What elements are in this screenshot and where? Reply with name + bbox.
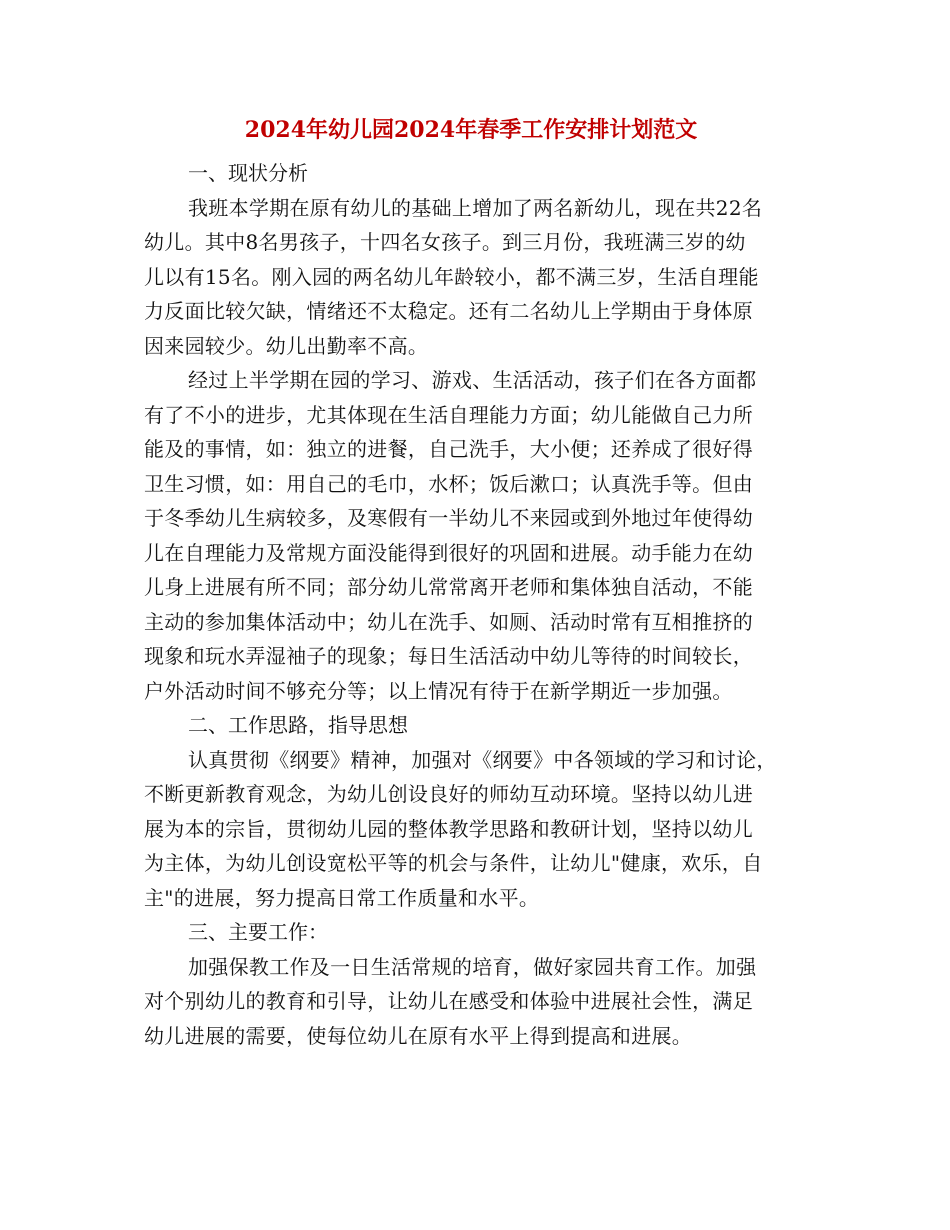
paragraph-1 — [144, 191, 798, 364]
paragraph-line: 儿身上进展有所不同；部分幼儿常常离开老师和集体独自活动，不能 — [144, 575, 753, 599]
paragraph-line: 认真贯彻《纲要》精神，加强对《纲要》中各领域的学习和讨论， — [188, 747, 777, 772]
section-heading-1: 一、现状分析 — [188, 161, 308, 185]
paragraph-line: 对个别幼儿的教育和引导，让幼儿在感受和体验中进展社会性，满足 — [144, 989, 753, 1013]
paragraph-line: 我班本学期在原有幼儿的基础上增加了两名新幼儿，现在共22名 — [188, 195, 763, 220]
paragraph-line: 户外活动时间不够充分等；以上情况有待于在新学期近一步加强。 — [144, 678, 733, 703]
paragraph-line: 能及的事情，如：独立的进餐，自己洗手，大小便；还养成了很好得 — [144, 437, 753, 461]
paragraph-line: 主"的进展，努力提高日常工作质量和水平。 — [144, 885, 540, 910]
paragraph-line: 展为本的宗旨，贯彻幼儿园的整体教学思路和教研计划，坚持以幼儿 — [144, 816, 753, 841]
paragraph-line: 不断更新教育观念，为幼儿创设良好的师幼互动环境。坚持以幼儿进 — [144, 782, 753, 806]
paragraph-line: 因来园较少。幼儿出勤率不高。 — [144, 333, 429, 358]
paragraph-line: 加强保教工作及一日生活常规的培育，做好家园共育工作。加强 — [188, 954, 757, 979]
paragraph-line: 卫生习惯，如：用自己的毛巾，水杯；饭后漱口；认真洗手等。但由 — [144, 471, 753, 496]
paragraph-line: 为主体，为幼儿创设宽松平等的机会与条件，让幼儿"健康，欢乐，自 — [144, 851, 763, 875]
paragraph-line: 幼儿。其中8名男孩子，十四名女孩子。到三月份，我班满三岁的幼 — [144, 230, 746, 254]
paragraph-4 — [144, 950, 798, 1054]
paragraph-line: 主动的参加集体活动中；幼儿在洗手、如厕、活动时常有互相推挤的 — [144, 609, 753, 634]
paragraph-line: 儿在自理能力及常规方面没能得到很好的巩固和进展。动手能力在幼 — [144, 540, 753, 565]
paragraph-line: 于冬季幼儿生病较多，及寒假有一半幼儿不来园或到外地过年使得幼 — [144, 506, 753, 530]
document-title: 2024年幼儿园2024年春季工作安排计划范文 — [244, 117, 698, 143]
paragraph-line: 力反面比较欠缺，情绪还不太稳定。还有二名幼儿上学期由于身体原 — [144, 299, 753, 323]
paragraph-line: 有了不小的进步，尤其体现在生活自理能力方面；幼儿能做自己力所 — [144, 402, 753, 427]
section-heading-2: 二、工作思路，指导思想 — [188, 713, 408, 737]
paragraph-3 — [144, 743, 798, 916]
paragraph-line: 经过上半学期在园的学习、游戏、生活活动，孩子们在各方面都 — [188, 368, 757, 392]
paragraph-line: 幼儿进展的需要，使每位幼儿在原有水平上得到提高和进展。 — [144, 1023, 693, 1048]
paragraph-line: 现象和玩水弄湿袖子的现象；每日生活活动中幼儿等待的时间较长， — [144, 644, 753, 668]
paragraph-line: 儿以有15名。刚入园的两名幼儿年龄较小，都不满三岁，生活自理能 — [144, 264, 759, 289]
paragraph-2 — [144, 363, 798, 708]
section-heading-3: 三、主要工作： — [188, 920, 328, 944]
